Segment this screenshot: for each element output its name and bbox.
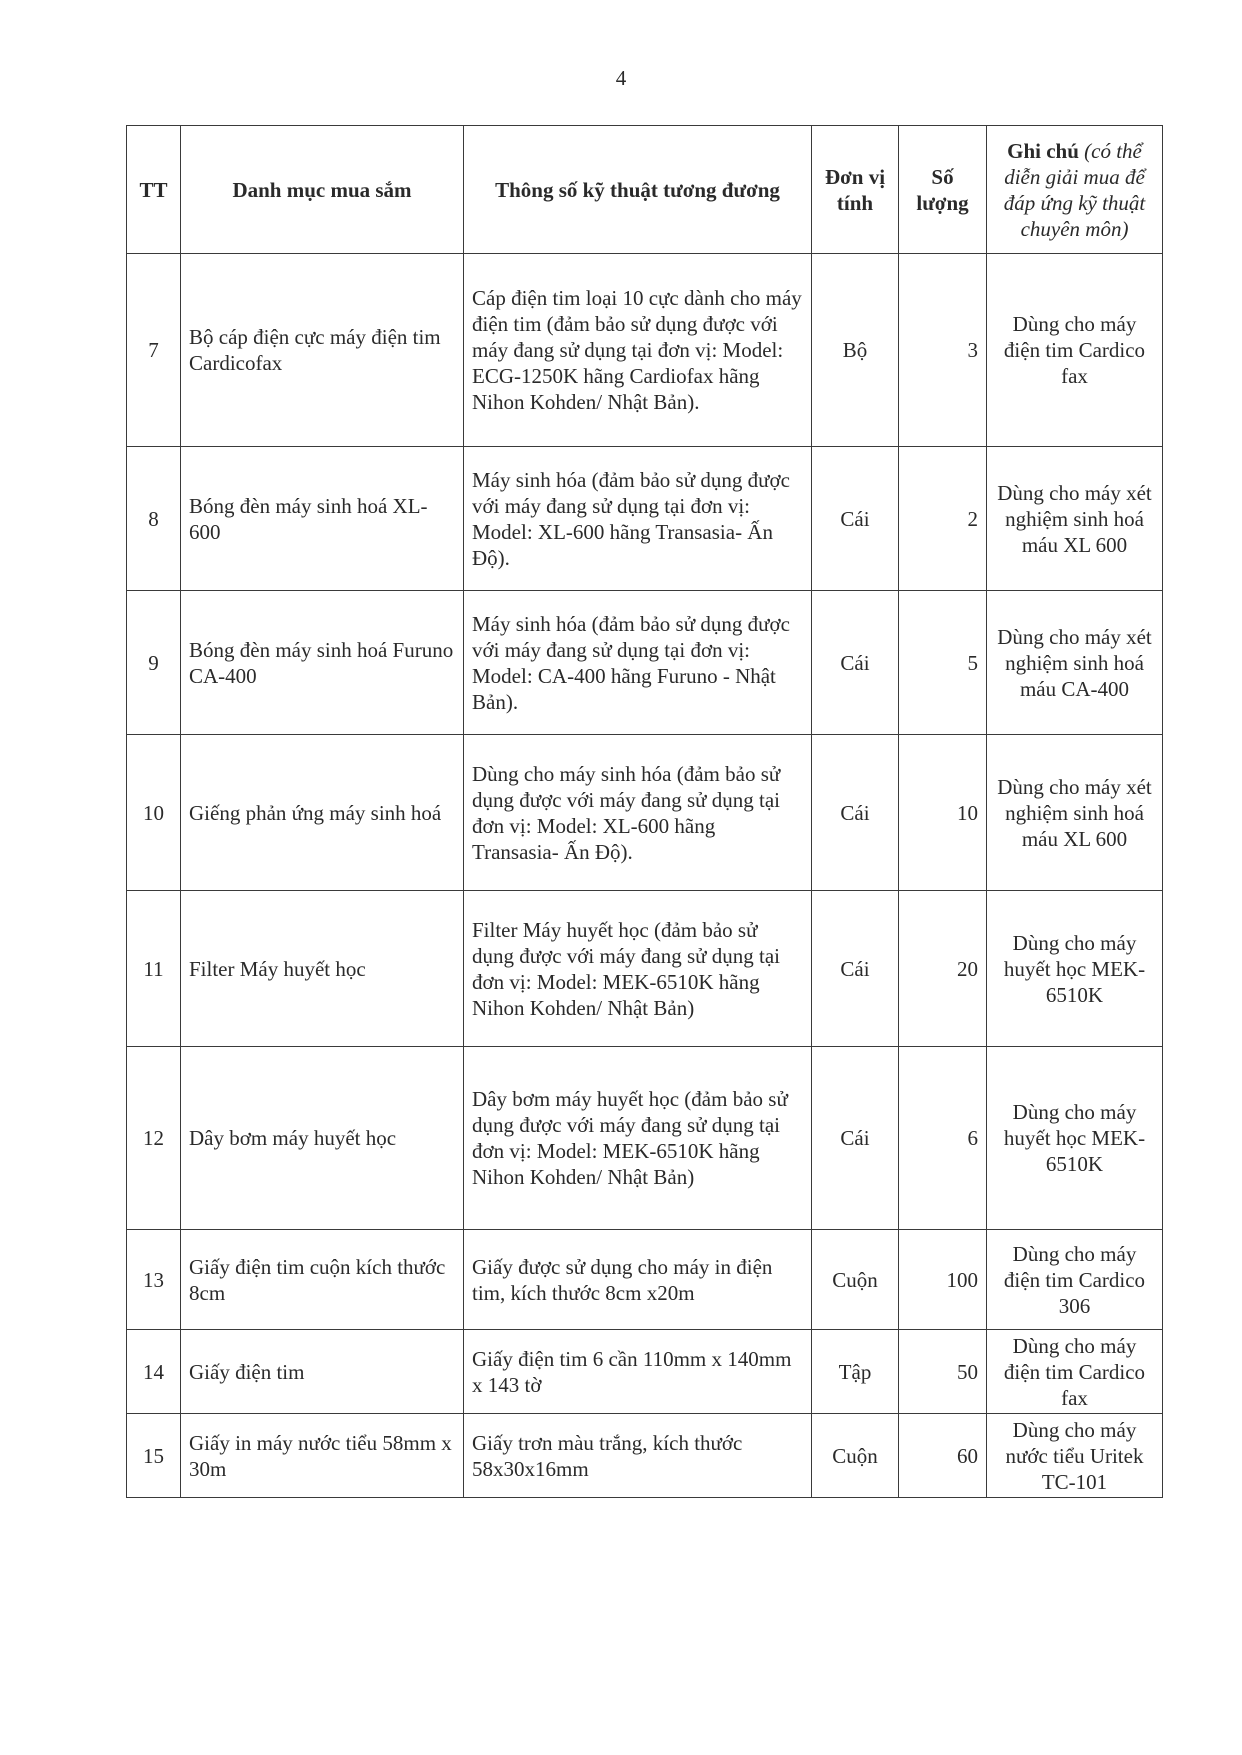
table-row: [127, 591, 1163, 735]
header-spec: Thông số kỹ thuật tương đương: [464, 126, 812, 254]
cell-spec: Máy sinh hóa (đảm bảo sử dụng được với máy đang sử dụng tại đơn vị: Model: XL-600 hãng Transasia- Ấn Độ).: [464, 447, 812, 591]
cell-unit: Cái: [812, 891, 899, 1047]
cell-qty: 10: [899, 735, 987, 891]
header-note-sub: (có thể diễn giải mua để đáp ứng kỹ thuật chuyên môn): [1003, 138, 1146, 241]
cell-tt: 13: [127, 1230, 181, 1330]
cell-item: Giấy điện tim cuộn kích thước 8cm: [181, 1230, 464, 1330]
cell-qty: 20: [899, 891, 987, 1047]
cell-item: Giấy điện tim: [181, 1330, 464, 1414]
cell-spec: Giấy trơn màu trắng, kích thước 58x30x16mm: [464, 1414, 812, 1498]
cell-spec: Máy sinh hóa (đảm bảo sử dụng được với máy đang sử dụng tại đơn vị: Model: CA-400 hãng Furuno - Nhật Bản).: [464, 591, 812, 735]
cell-tt: 15: [127, 1414, 181, 1498]
cell-unit: Tập: [812, 1330, 899, 1414]
header-note-main: Ghi chú: [1007, 138, 1079, 163]
cell-tt: 11: [127, 891, 181, 1047]
cell-tt: 7: [127, 254, 181, 447]
cell-tt: 10: [127, 735, 181, 891]
cell-tt: 8: [127, 447, 181, 591]
cell-tt: 9: [127, 591, 181, 735]
table-row: [127, 1330, 1163, 1414]
cell-unit: Cái: [812, 1047, 899, 1230]
table-row: [127, 1230, 1163, 1330]
cell-unit: Cuộn: [812, 1414, 899, 1498]
cell-qty: 2: [899, 447, 987, 591]
header-item: Danh mục mua sắm: [181, 126, 464, 254]
header-row: [127, 126, 1163, 254]
cell-unit: Cuộn: [812, 1230, 899, 1330]
table-row: [127, 735, 1163, 891]
cell-item: Giếng phản ứng máy sinh hoá: [181, 735, 464, 891]
cell-item: Bóng đèn máy sinh hoá Furuno CA-400: [181, 591, 464, 735]
cell-note: Dùng cho máy nước tiểu Uritek TC-101: [987, 1414, 1163, 1498]
cell-spec: Dây bơm máy huyết học (đảm bảo sử dụng được với máy đang sử dụng tại đơn vị: Model: MEK-6510K hãng Nihon Kohden/ Nhật Bản): [464, 1047, 812, 1230]
cell-item: Filter Máy huyết học: [181, 891, 464, 1047]
cell-spec: Giấy được sử dụng cho máy in điện tim, kích thước 8cm x20m: [464, 1230, 812, 1330]
cell-spec: Dùng cho máy sinh hóa (đảm bảo sử dụng được với máy đang sử dụng tại đơn vị: Model: XL-600 hãng Transasia- Ấn Độ).: [464, 735, 812, 891]
cell-note: Dùng cho máy huyết học MEK-6510K: [987, 1047, 1163, 1230]
header-note: [987, 126, 1163, 254]
cell-qty: 100: [899, 1230, 987, 1330]
table-row: [127, 1047, 1163, 1230]
cell-note: Dùng cho máy xét nghiệm sinh hoá máu XL 600: [987, 447, 1163, 591]
cell-unit: Cái: [812, 591, 899, 735]
cell-spec: Filter Máy huyết học (đảm bảo sử dụng được với máy đang sử dụng tại đơn vị: Model: MEK-6510K hãng Nihon Kohden/ Nhật Bản): [464, 891, 812, 1047]
cell-item: Dây bơm máy huyết học: [181, 1047, 464, 1230]
table-row: [127, 254, 1163, 447]
header-tt: TT: [127, 126, 181, 254]
cell-tt: 12: [127, 1047, 181, 1230]
header-unit: Đơn vị tính: [812, 126, 899, 254]
cell-spec: Giấy điện tim 6 cần 110mm x 140mm x 143 tờ: [464, 1330, 812, 1414]
table-row: [127, 447, 1163, 591]
procurement-table: [126, 125, 1163, 1498]
cell-item: Bộ cáp điện cực máy điện tim Cardicofax: [181, 254, 464, 447]
cell-note: Dùng cho máy huyết học MEK-6510K: [987, 891, 1163, 1047]
header-qty: Số lượng: [899, 126, 987, 254]
cell-item: Bóng đèn máy sinh hoá XL-600: [181, 447, 464, 591]
cell-spec: Cáp điện tim loại 10 cực dành cho máy điện tim (đảm bảo sử dụng được với máy đang sử dụng tại đơn vị: Model: ECG-1250K hãng Cardiofax hãng Nihon Kohden/ Nhật Bản).: [464, 254, 812, 447]
cell-note: Dùng cho máy điện tim Cardico 306: [987, 1230, 1163, 1330]
cell-qty: 5: [899, 591, 987, 735]
cell-qty: 3: [899, 254, 987, 447]
cell-unit: Bộ: [812, 254, 899, 447]
cell-unit: Cái: [812, 447, 899, 591]
cell-note: Dùng cho máy xét nghiệm sinh hoá máu CA-400: [987, 591, 1163, 735]
cell-note: Dùng cho máy điện tim Cardico fax: [987, 1330, 1163, 1414]
table-row: [127, 891, 1163, 1047]
page-number: 4: [615, 66, 627, 90]
cell-unit: Cái: [812, 735, 899, 891]
cell-tt: 14: [127, 1330, 181, 1414]
cell-item: Giấy in máy nước tiểu 58mm x 30m: [181, 1414, 464, 1498]
cell-note: Dùng cho máy điện tim Cardico fax: [987, 254, 1163, 447]
table-row: [127, 1414, 1163, 1498]
cell-qty: 50: [899, 1330, 987, 1414]
cell-qty: 6: [899, 1047, 987, 1230]
cell-qty: 60: [899, 1414, 987, 1498]
cell-note: Dùng cho máy xét nghiệm sinh hoá máu XL 600: [987, 735, 1163, 891]
